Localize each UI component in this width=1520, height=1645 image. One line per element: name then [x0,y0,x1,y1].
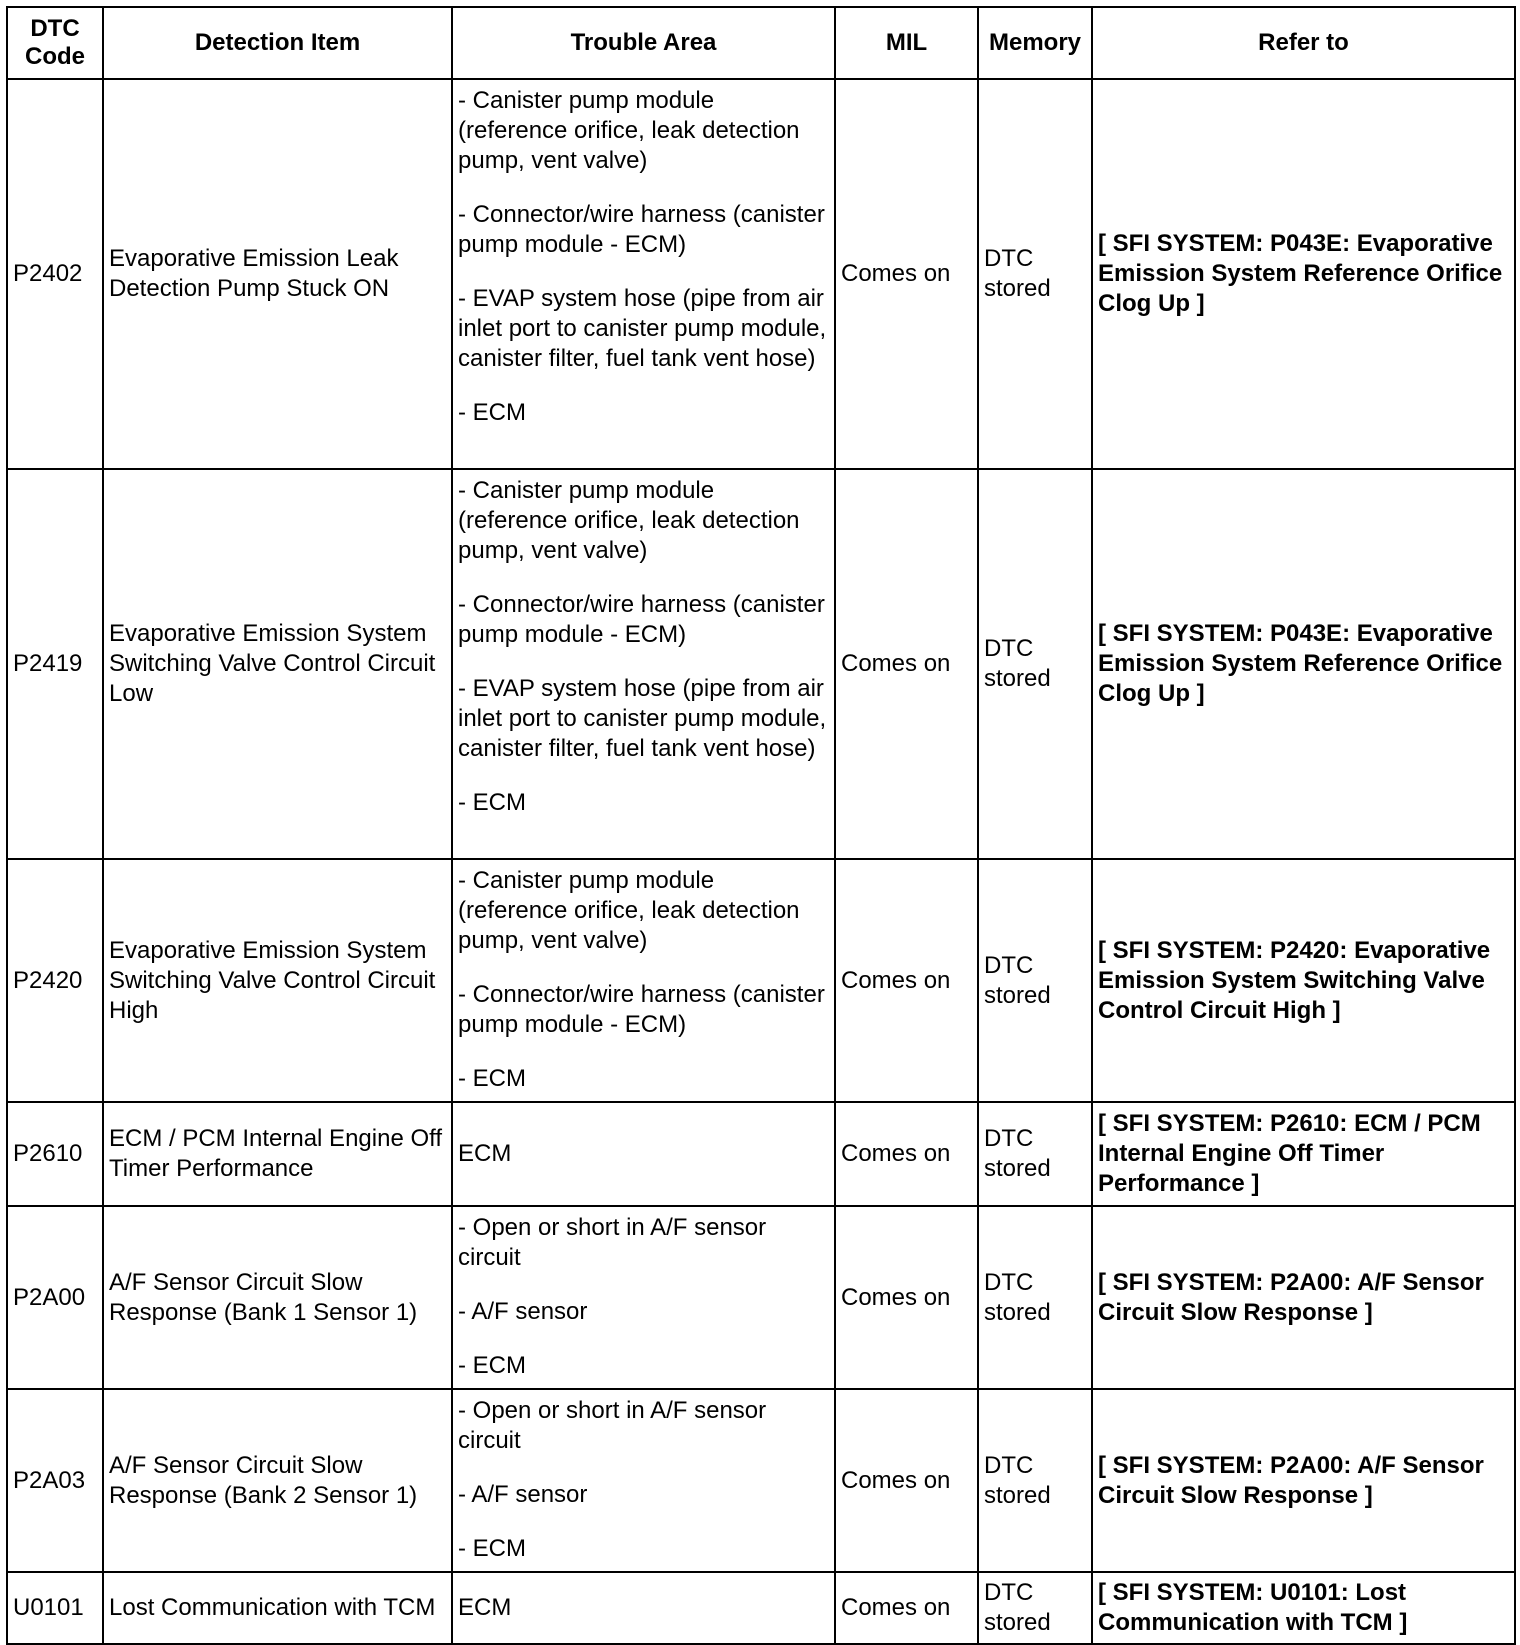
header-mil: MIL [835,7,978,79]
header-memory: Memory [978,7,1092,79]
memory-cell: DTC stored [978,1572,1092,1644]
trouble-area-item: - Open or short in A/F sensor circuit [458,1397,767,1454]
trouble-area-item: - ECM [458,789,526,816]
refer-to-cell: [ SFI SYSTEM: U0101: Lost Communication with TCM ] [1092,1572,1515,1644]
trouble-area-item: - ECM [458,1535,526,1562]
header-dtc-line1: DTC [30,15,80,42]
memory-cell: DTC stored [978,79,1092,469]
mil-cell: Comes on [835,1206,978,1389]
trouble-area-cell [452,1572,835,1644]
table-row [7,469,1515,859]
mil-cell: Comes on [835,1389,978,1572]
header-refer-to: Refer to [1092,7,1515,79]
header-dtc-line2: Code [25,43,85,70]
trouble-area-item: - A/F sensor [458,1481,588,1508]
memory-cell: DTC stored [978,1389,1092,1572]
trouble-area-item: - Connector/wire harness (canister pump module - ECM) [458,201,825,258]
header-dtc-code [7,7,103,79]
detection-item-cell: A/F Sensor Circuit Slow Response (Bank 1 Sensor 1) [103,1206,452,1389]
table-row [7,859,1515,1102]
mil-cell: Comes on [835,859,978,1102]
trouble-area-item: - Connector/wire harness (canister pump module - ECM) [458,591,825,648]
table-row [7,1102,1515,1206]
refer-to-cell: [ SFI SYSTEM: P2A00: A/F Sensor Circuit Slow Response ] [1092,1389,1515,1572]
refer-to-cell: [ SFI SYSTEM: P043E: Evaporative Emission System Reference Orifice Clog Up ] [1092,79,1515,469]
trouble-area-item: - Canister pump module (reference orifice, leak detection pump, vent valve) [458,477,800,564]
dtc-code-cell: U0101 [7,1572,103,1644]
header-trouble-area: Trouble Area [452,7,835,79]
memory-cell: DTC stored [978,469,1092,859]
header-detection-item: Detection Item [103,7,452,79]
memory-cell: DTC stored [978,859,1092,1102]
memory-cell: DTC stored [978,1206,1092,1389]
refer-to-cell: [ SFI SYSTEM: P2610: ECM / PCM Internal Engine Off Timer Performance ] [1092,1102,1515,1206]
mil-cell: Comes on [835,79,978,469]
trouble-area-item: - EVAP system hose (pipe from air inlet port to canister pump module, canister filter, fuel tank vent hose) [458,675,827,762]
trouble-area-item: - Connector/wire harness (canister pump module - ECM) [458,981,825,1038]
table-row [7,79,1515,469]
dtc-code-cell: P2402 [7,79,103,469]
trouble-area-cell [452,79,835,469]
mil-cell: Comes on [835,469,978,859]
trouble-area-cell [452,1206,835,1389]
trouble-area-item: ECM [458,1594,512,1621]
trouble-area-item: - Canister pump module (reference orifice, leak detection pump, vent valve) [458,87,800,174]
refer-to-cell: [ SFI SYSTEM: P2A00: A/F Sensor Circuit Slow Response ] [1092,1206,1515,1389]
header-row [7,7,1515,79]
dtc-code-cell: P2419 [7,469,103,859]
trouble-area-item: - EVAP system hose (pipe from air inlet port to canister pump module, canister filter, fuel tank vent hose) [458,285,827,372]
trouble-area-item: ECM [458,1140,512,1167]
memory-cell: DTC stored [978,1102,1092,1206]
detection-item-cell: Evaporative Emission Leak Detection Pump Stuck ON [103,79,452,469]
trouble-area-cell [452,1389,835,1572]
detection-item-cell: Evaporative Emission System Switching Valve Control Circuit Low [103,469,452,859]
mil-cell: Comes on [835,1572,978,1644]
table-row [7,1572,1515,1644]
refer-to-cell: [ SFI SYSTEM: P2420: Evaporative Emission System Switching Valve Control Circuit High ] [1092,859,1515,1102]
table-row [7,1389,1515,1572]
trouble-area-item: - Open or short in A/F sensor circuit [458,1214,767,1271]
refer-to-cell: [ SFI SYSTEM: P043E: Evaporative Emission System Reference Orifice Clog Up ] [1092,469,1515,859]
trouble-area-cell [452,1102,835,1206]
trouble-area-item: - ECM [458,399,526,426]
dtc-table [6,6,1516,1645]
trouble-area-item: - ECM [458,1065,526,1092]
dtc-code-cell: P2A03 [7,1389,103,1572]
dtc-code-cell: P2610 [7,1102,103,1206]
dtc-code-cell: P2A00 [7,1206,103,1389]
table-row [7,1206,1515,1389]
detection-item-cell: A/F Sensor Circuit Slow Response (Bank 2 Sensor 1) [103,1389,452,1572]
trouble-area-cell [452,469,835,859]
trouble-area-item: - ECM [458,1352,526,1379]
trouble-area-cell [452,859,835,1102]
dtc-code-cell: P2420 [7,859,103,1102]
detection-item-cell: Evaporative Emission System Switching Valve Control Circuit High [103,859,452,1102]
trouble-area-item: - Canister pump module (reference orifice, leak detection pump, vent valve) [458,867,800,954]
trouble-area-item: - A/F sensor [458,1298,588,1325]
detection-item-cell: ECM / PCM Internal Engine Off Timer Performance [103,1102,452,1206]
mil-cell: Comes on [835,1102,978,1206]
detection-item-cell: Lost Communication with TCM [103,1572,452,1644]
